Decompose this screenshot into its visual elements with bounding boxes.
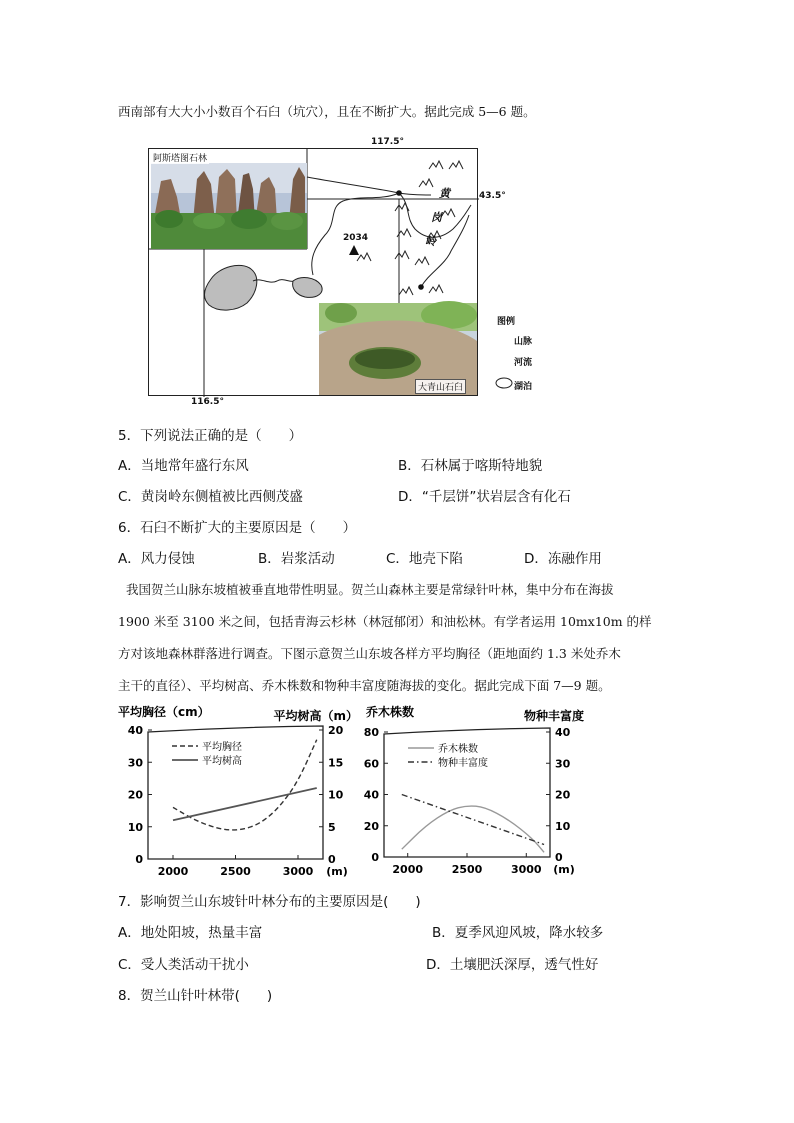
chart2-series-1-line — [402, 795, 544, 845]
q7-option-c[interactable]: C．受人类活动干扰小 — [118, 957, 249, 973]
chart2-legend-label-0: 乔木株数 — [438, 744, 478, 755]
chart1-legend-label-0: 平均胸径 — [202, 742, 242, 753]
range-name-2: 岗 — [431, 211, 442, 224]
legend-mountain: 山脉 — [514, 337, 533, 347]
chart1-left-tick-label: 0 — [135, 853, 143, 866]
photo1-caption: 阿斯塔图石林 — [151, 151, 209, 164]
q5-stem: 5．下列说法正确的是（ ） — [118, 428, 303, 444]
lake-legend-icon — [494, 376, 514, 390]
chart2-x-axis-label: (m) — [553, 863, 575, 876]
chart2-left-tick-label: 60 — [363, 757, 379, 771]
chart1-x-tick-label: 3000 — [282, 865, 314, 878]
chart1-left-tick-label: 20 — [127, 788, 143, 802]
legend-river: 河流 — [514, 358, 533, 368]
map-drawing — [149, 149, 479, 397]
chart2-right-tick-label: 10 — [555, 819, 571, 833]
chart1-right-tick-label: 0 — [328, 853, 336, 866]
passage-line-2: 1900 米至 3100 米之间，包括青海云杉林（林冠郁闭）和油松林。有学者运用 10mx10m 的样 — [118, 614, 652, 629]
lon-label-top: 117.5° — [371, 137, 404, 147]
chart2-left-tick-label: 20 — [363, 819, 379, 833]
chart1-left-tick-label: 30 — [127, 756, 143, 770]
chart2-left-tick-label: 0 — [371, 851, 379, 864]
passage-line-3: 方对该地森林群落进行调查。下图示意贺兰山东坡各样方平均胸径（距地面约 1.3 米处乔木 — [118, 646, 621, 661]
chart2-right-tick-label: 40 — [555, 726, 571, 739]
chart2-series-0-line — [402, 806, 544, 852]
chart2-right-tick-label: 30 — [555, 757, 571, 771]
chart1-series-1-line — [173, 788, 317, 820]
chart1-right-tick-label: 5 — [328, 820, 336, 834]
q6-option-c[interactable]: C．地壳下陷 — [386, 551, 463, 567]
chart2-right-axis-label: 物种丰富度 — [523, 709, 584, 723]
chart2-x-tick-label: 2500 — [451, 863, 483, 876]
legend-title: 图例 — [497, 317, 516, 327]
chart1-x-tick-label: 2500 — [220, 865, 251, 878]
chart1-legend-label-1: 平均树高 — [202, 756, 242, 767]
passage-line-4: 主干的直径）、平均树高、乔木株数和物种丰富度随海拔的变化。据此完成下面 7—9 题。 — [118, 678, 611, 693]
chart1-right-axis-label: 平均树高（m） — [273, 709, 358, 723]
legend-lake: 湖泊 — [514, 382, 533, 392]
chart2-left-axis-label: 乔木株数 — [366, 705, 415, 719]
lon-label-bottom: 116.5° — [191, 397, 224, 407]
chart1-left-tick-label: 10 — [127, 820, 143, 834]
chart2-x-tick-label: 2000 — [392, 863, 424, 876]
q7-option-a[interactable]: A．地处阳坡，热量丰富 — [118, 925, 263, 941]
chart1-right-tick-label: 10 — [328, 788, 344, 802]
chart2-x-tick-label: 3000 — [510, 863, 542, 876]
q5-option-b[interactable]: B．石林属于喀斯特地貌 — [398, 458, 543, 474]
chart1-left-tick-label: 40 — [127, 724, 143, 737]
chart2-right-tick-label: 0 — [555, 851, 563, 864]
q5-option-c[interactable]: C．黄岗岭东侧植被比西侧茂盛 — [118, 489, 303, 505]
chart2-left-tick-label: 40 — [363, 788, 379, 802]
lat-label-right: 43.5° — [479, 191, 506, 201]
passage-line-1: 我国贺兰山脉东坡植被垂直地带性明显。贺兰山森林主要是常绿针叶林，集中分布在海拔 — [126, 582, 614, 597]
q8-stem: 8．贺兰山针叶林带( ) — [118, 988, 273, 1004]
range-name-1: 黄 — [439, 187, 450, 200]
chart1-x-axis-label: (m) — [326, 865, 348, 878]
q5-option-d[interactable]: D．“千层饼”状岩层含有化石 — [398, 489, 571, 505]
photo2-caption: 大青山石臼 — [415, 379, 466, 394]
map-figure — [148, 137, 506, 407]
intro-text: 西南部有大大小小数百个石臼（坑穴），且在不断扩大。据此完成 5—6 题。 — [118, 104, 536, 119]
chart1-left-axis-label: 平均胸径（cm） — [118, 705, 210, 719]
peak-elevation: 2034 — [343, 233, 369, 243]
q7-option-d[interactable]: D．土壤肥沃深厚，透气性好 — [426, 957, 599, 973]
chart-trees-richness — [362, 704, 588, 886]
q6-option-d[interactable]: D．冻融作用 — [524, 551, 602, 567]
chart2-right-tick-label: 20 — [555, 788, 571, 802]
chart1-series-0-line — [173, 740, 317, 830]
chart2-legend-label-1: 物种丰富度 — [438, 758, 488, 769]
q7-stem: 7．影响贺兰山东坡针叶林分布的主要原因是( ) — [118, 894, 421, 910]
q6-option-a[interactable]: A．风力侵蚀 — [118, 551, 195, 567]
chart2-left-tick-label: 80 — [363, 726, 379, 739]
chart1-x-tick-label: 2000 — [157, 865, 189, 878]
q7-option-b[interactable]: B．夏季风迎风坡，降水较多 — [432, 925, 604, 941]
chart-diameter-height — [118, 704, 358, 886]
chart1-right-tick-label: 20 — [328, 724, 344, 737]
q5-option-a[interactable]: A．当地常年盛行东风 — [118, 458, 249, 474]
chart1-right-tick-label: 15 — [328, 756, 344, 770]
q6-option-b[interactable]: B．岩浆活动 — [258, 551, 335, 567]
range-name-3: 岭 — [425, 235, 436, 248]
q6-stem: 6．石臼不断扩大的主要原因是（ ） — [118, 520, 357, 536]
